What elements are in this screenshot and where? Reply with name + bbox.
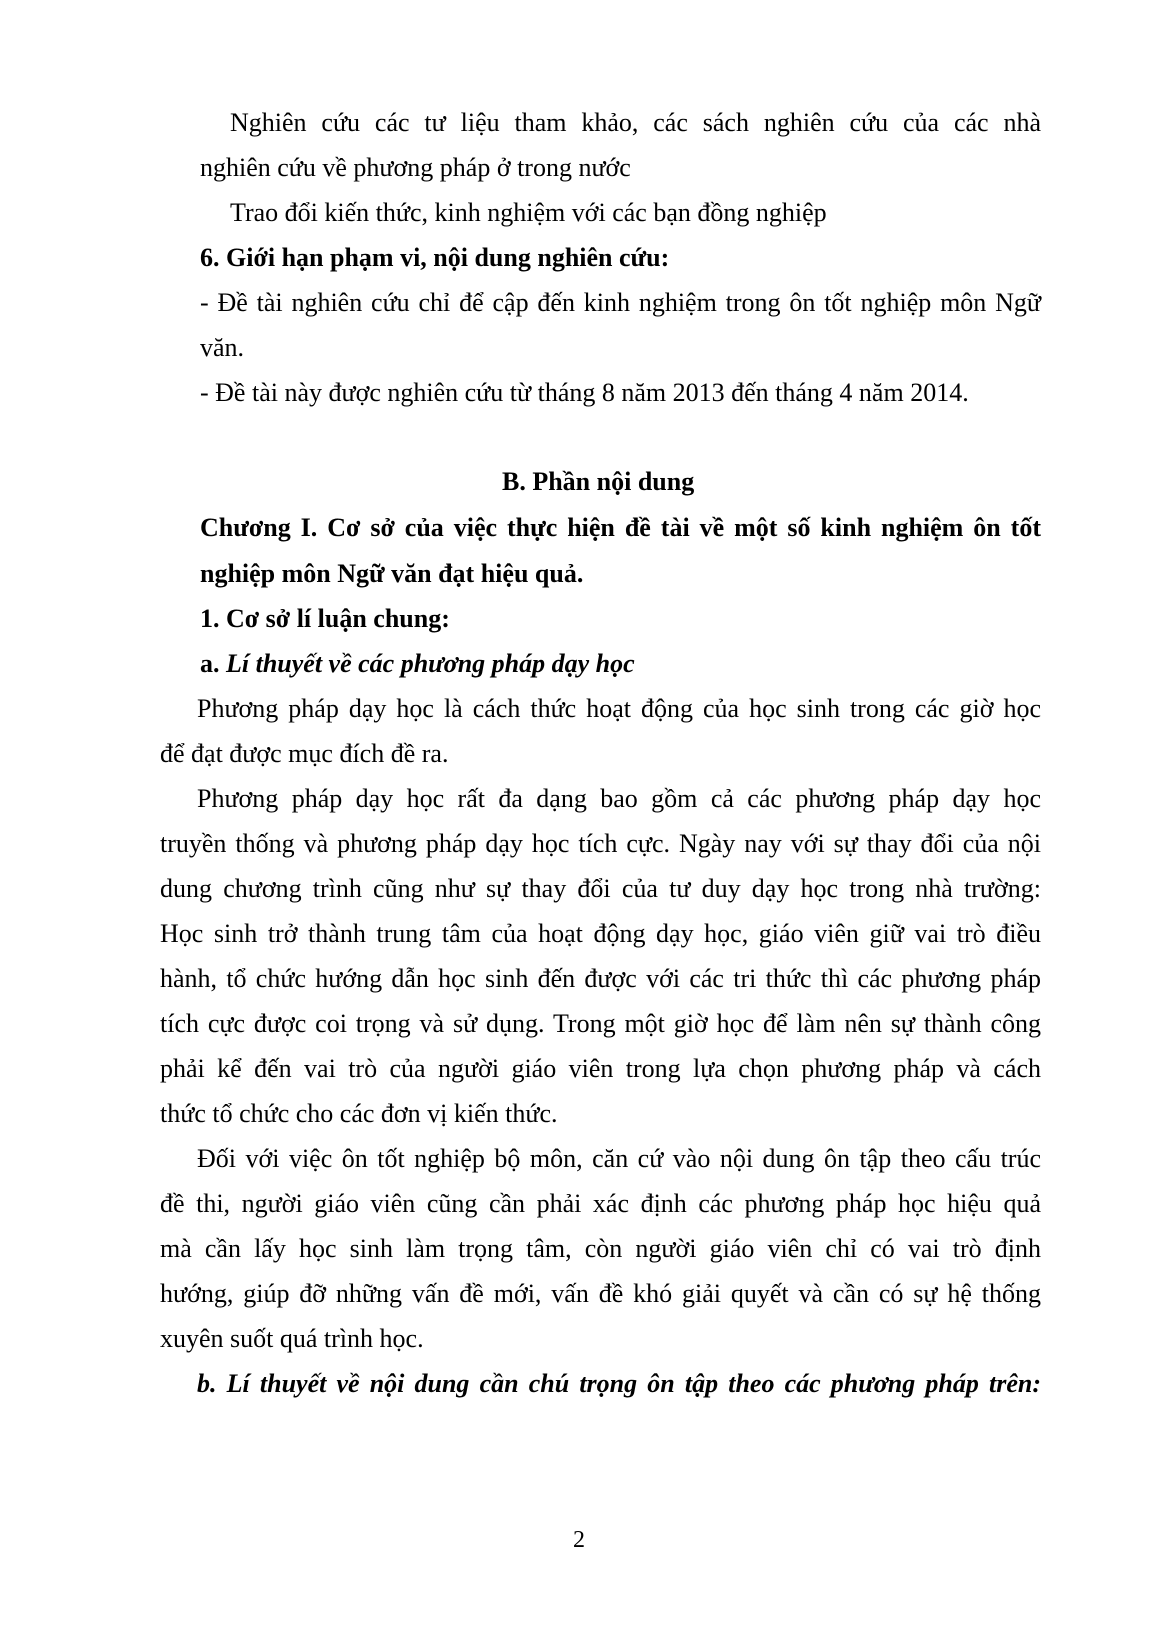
- body-line: hành, tổ chức hướng dẫn học sinh đến được với các tri thức thì các phương pháp: [160, 964, 1041, 993]
- body-line: để đạt được mục đích đề ra.: [160, 739, 449, 768]
- list-item-line: văn.: [200, 333, 245, 362]
- chapter-heading-line: nghiệp môn Ngữ văn đạt hiệu quả.: [200, 559, 584, 588]
- subsection-title: Lí thuyết về các phương pháp dạy học: [226, 649, 635, 678]
- part-title: B. Phần nội dung: [502, 467, 695, 496]
- body-line: truyền thống và phương pháp dạy học tích cực. Ngày nay với sự thay đổi của nội: [160, 829, 1041, 858]
- page-number: 2: [573, 1527, 585, 1553]
- body-line: tích cực được coi trọng và sử dụng. Trong một giờ học để làm nên sự thành công: [160, 1009, 1041, 1038]
- section-heading: 6. Giới hạn phạm vi, nội dung nghiên cứu:: [200, 243, 670, 272]
- body-line: đề thi, người giáo viên cũng cần phải xác định các phương pháp học hiệu quả: [160, 1189, 1041, 1218]
- subsection-prefix: a.: [200, 649, 220, 678]
- list-item-line: - Đề tài nghiên cứu chỉ để cập đến kinh nghiệm trong ôn tốt nghiệp môn Ngữ: [200, 288, 1041, 317]
- subsection-heading: 1. Cơ sở lí luận chung:: [200, 604, 450, 633]
- body-line: phải kể đến vai trò của người giáo viên trong lựa chọn phương pháp và cách: [160, 1054, 1041, 1083]
- body-line: dung chương trình cũng như sự thay đổi của tư duy dạy học trong nhà trường:: [160, 874, 1041, 903]
- body-line: Học sinh trở thành trung tâm của hoạt động dạy học, giáo viên giữ vai trò điều: [160, 919, 1041, 948]
- body-line: thức tổ chức cho các đơn vị kiến thức.: [160, 1099, 558, 1128]
- subsection-heading-b: b. Lí thuyết về nội dung cần chú trọng ôn tập theo các phương pháp trên:: [197, 1369, 1041, 1398]
- body-line: Phương pháp dạy học là cách thức hoạt động của học sinh trong các giờ học: [197, 694, 1041, 723]
- body-line: xuyên suốt quá trình học.: [160, 1324, 424, 1353]
- chapter-heading-line: Chương I. Cơ sở của việc thực hiện đề tài về một số kinh nghiệm ôn tốt: [200, 513, 1041, 542]
- body-line: Phương pháp dạy học rất đa dạng bao gồm cả các phương pháp dạy học: [197, 784, 1041, 813]
- intro-paragraph-line: nghiên cứu về phương pháp ở trong nước: [200, 153, 631, 182]
- body-line: hướng, giúp đỡ những vấn đề mới, vấn đề khó giải quyết và cần có sự hệ thống: [160, 1279, 1041, 1308]
- list-item: - Đề tài này được nghiên cứu từ tháng 8 năm 2013 đến tháng 4 năm 2014.: [200, 378, 969, 407]
- body-line: mà cần lấy học sinh làm trọng tâm, còn người giáo viên chỉ có vai trò định: [160, 1234, 1041, 1263]
- intro-paragraph: Trao đổi kiến thức, kinh nghiệm với các bạn đồng nghiệp: [230, 198, 827, 227]
- body-line: Đối với việc ôn tốt nghiệp bộ môn, căn cứ vào nội dung ôn tập theo cấu trúc: [197, 1144, 1041, 1173]
- subsection-heading-a: [200, 647, 1041, 681]
- intro-paragraph-line: Nghiên cứu các tư liệu tham khảo, các sách nghiên cứu của các nhà: [230, 108, 1041, 137]
